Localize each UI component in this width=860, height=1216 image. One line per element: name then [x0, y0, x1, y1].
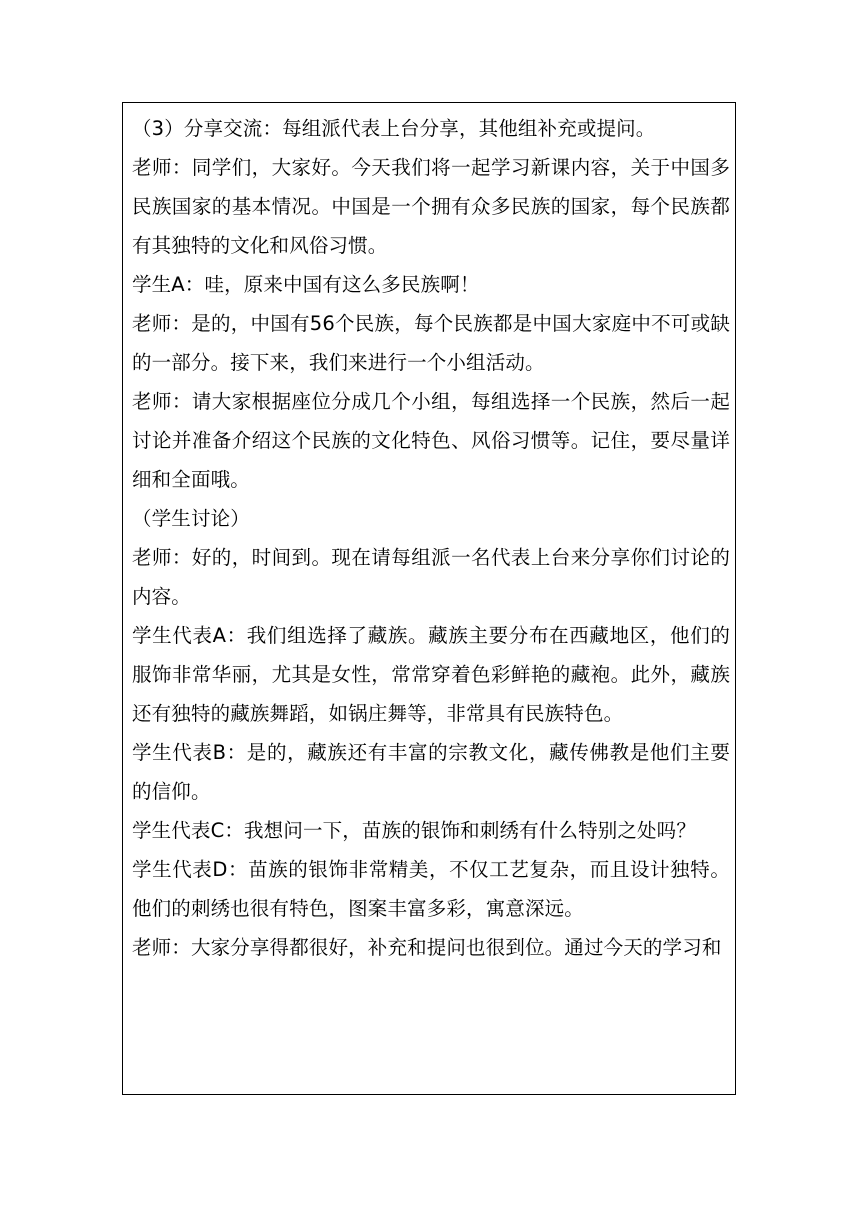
- paragraph-teacher-intro: 老师：同学们，大家好。今天我们将一起学习新课内容，关于中国多民族国家的基本情况。中国是一个拥有众多民族的国家，每个民族都有其独特的文化和风俗习惯。: [132, 156, 730, 257]
- lesson-table-cell: [122, 102, 736, 1095]
- paragraph-student-discussion: （学生讨论）: [132, 507, 250, 530]
- paragraph-representative-d: 学生代表D：苗族的银饰非常精美，不仅工艺复杂，而且设计独特。他们的刺绣也很有特色，图案丰富多彩，寓意深远。: [132, 858, 730, 920]
- paragraph-representative-b: 学生代表B：是的，藏族还有丰富的宗教文化，藏传佛教是他们主要的信仰。: [132, 741, 730, 803]
- paragraph-teacher-time-up: 老师：好的，时间到。现在请每组派一名代表上台来分享你们讨论的内容。: [132, 546, 730, 608]
- paragraph-teacher-summary: 老师：大家分享得都很好，补充和提问也很到位。通过今天的学习和: [132, 936, 722, 959]
- paragraph-student-a: 学生A：哇，原来中国有这么多民族啊！: [132, 273, 480, 296]
- paragraph-representative-c: 学生代表C：我想问一下，苗族的银饰和刺绣有什么特别之处吗？: [132, 819, 696, 842]
- paragraph-representative-a: 学生代表A：我们组选择了藏族。藏族主要分布在西藏地区，他们的服饰非常华丽，尤其是女性，常常穿着色彩鲜艳的藏袍。此外，藏族还有独特的藏族舞蹈，如锅庄舞等，非常具有民族特色。: [132, 624, 730, 725]
- paragraph-teacher-56-ethnic-groups: 老师：是的，中国有56个民族，每个民族都是中国大家庭中不可或缺的一部分。接下来，我们来进行一个小组活动。: [132, 312, 730, 374]
- paragraph-teacher-group-activity: 老师：请大家根据座位分成几个小组，每组选择一个民族，然后一起讨论并准备介绍这个民族的文化特色、风俗习惯等。记住，要尽量详细和全面哦。: [132, 390, 730, 491]
- paragraph-share-exchange: （3）分享交流：每组派代表上台分享，其他组补充或提问。: [132, 117, 656, 140]
- lesson-dialogue: [132, 109, 730, 967]
